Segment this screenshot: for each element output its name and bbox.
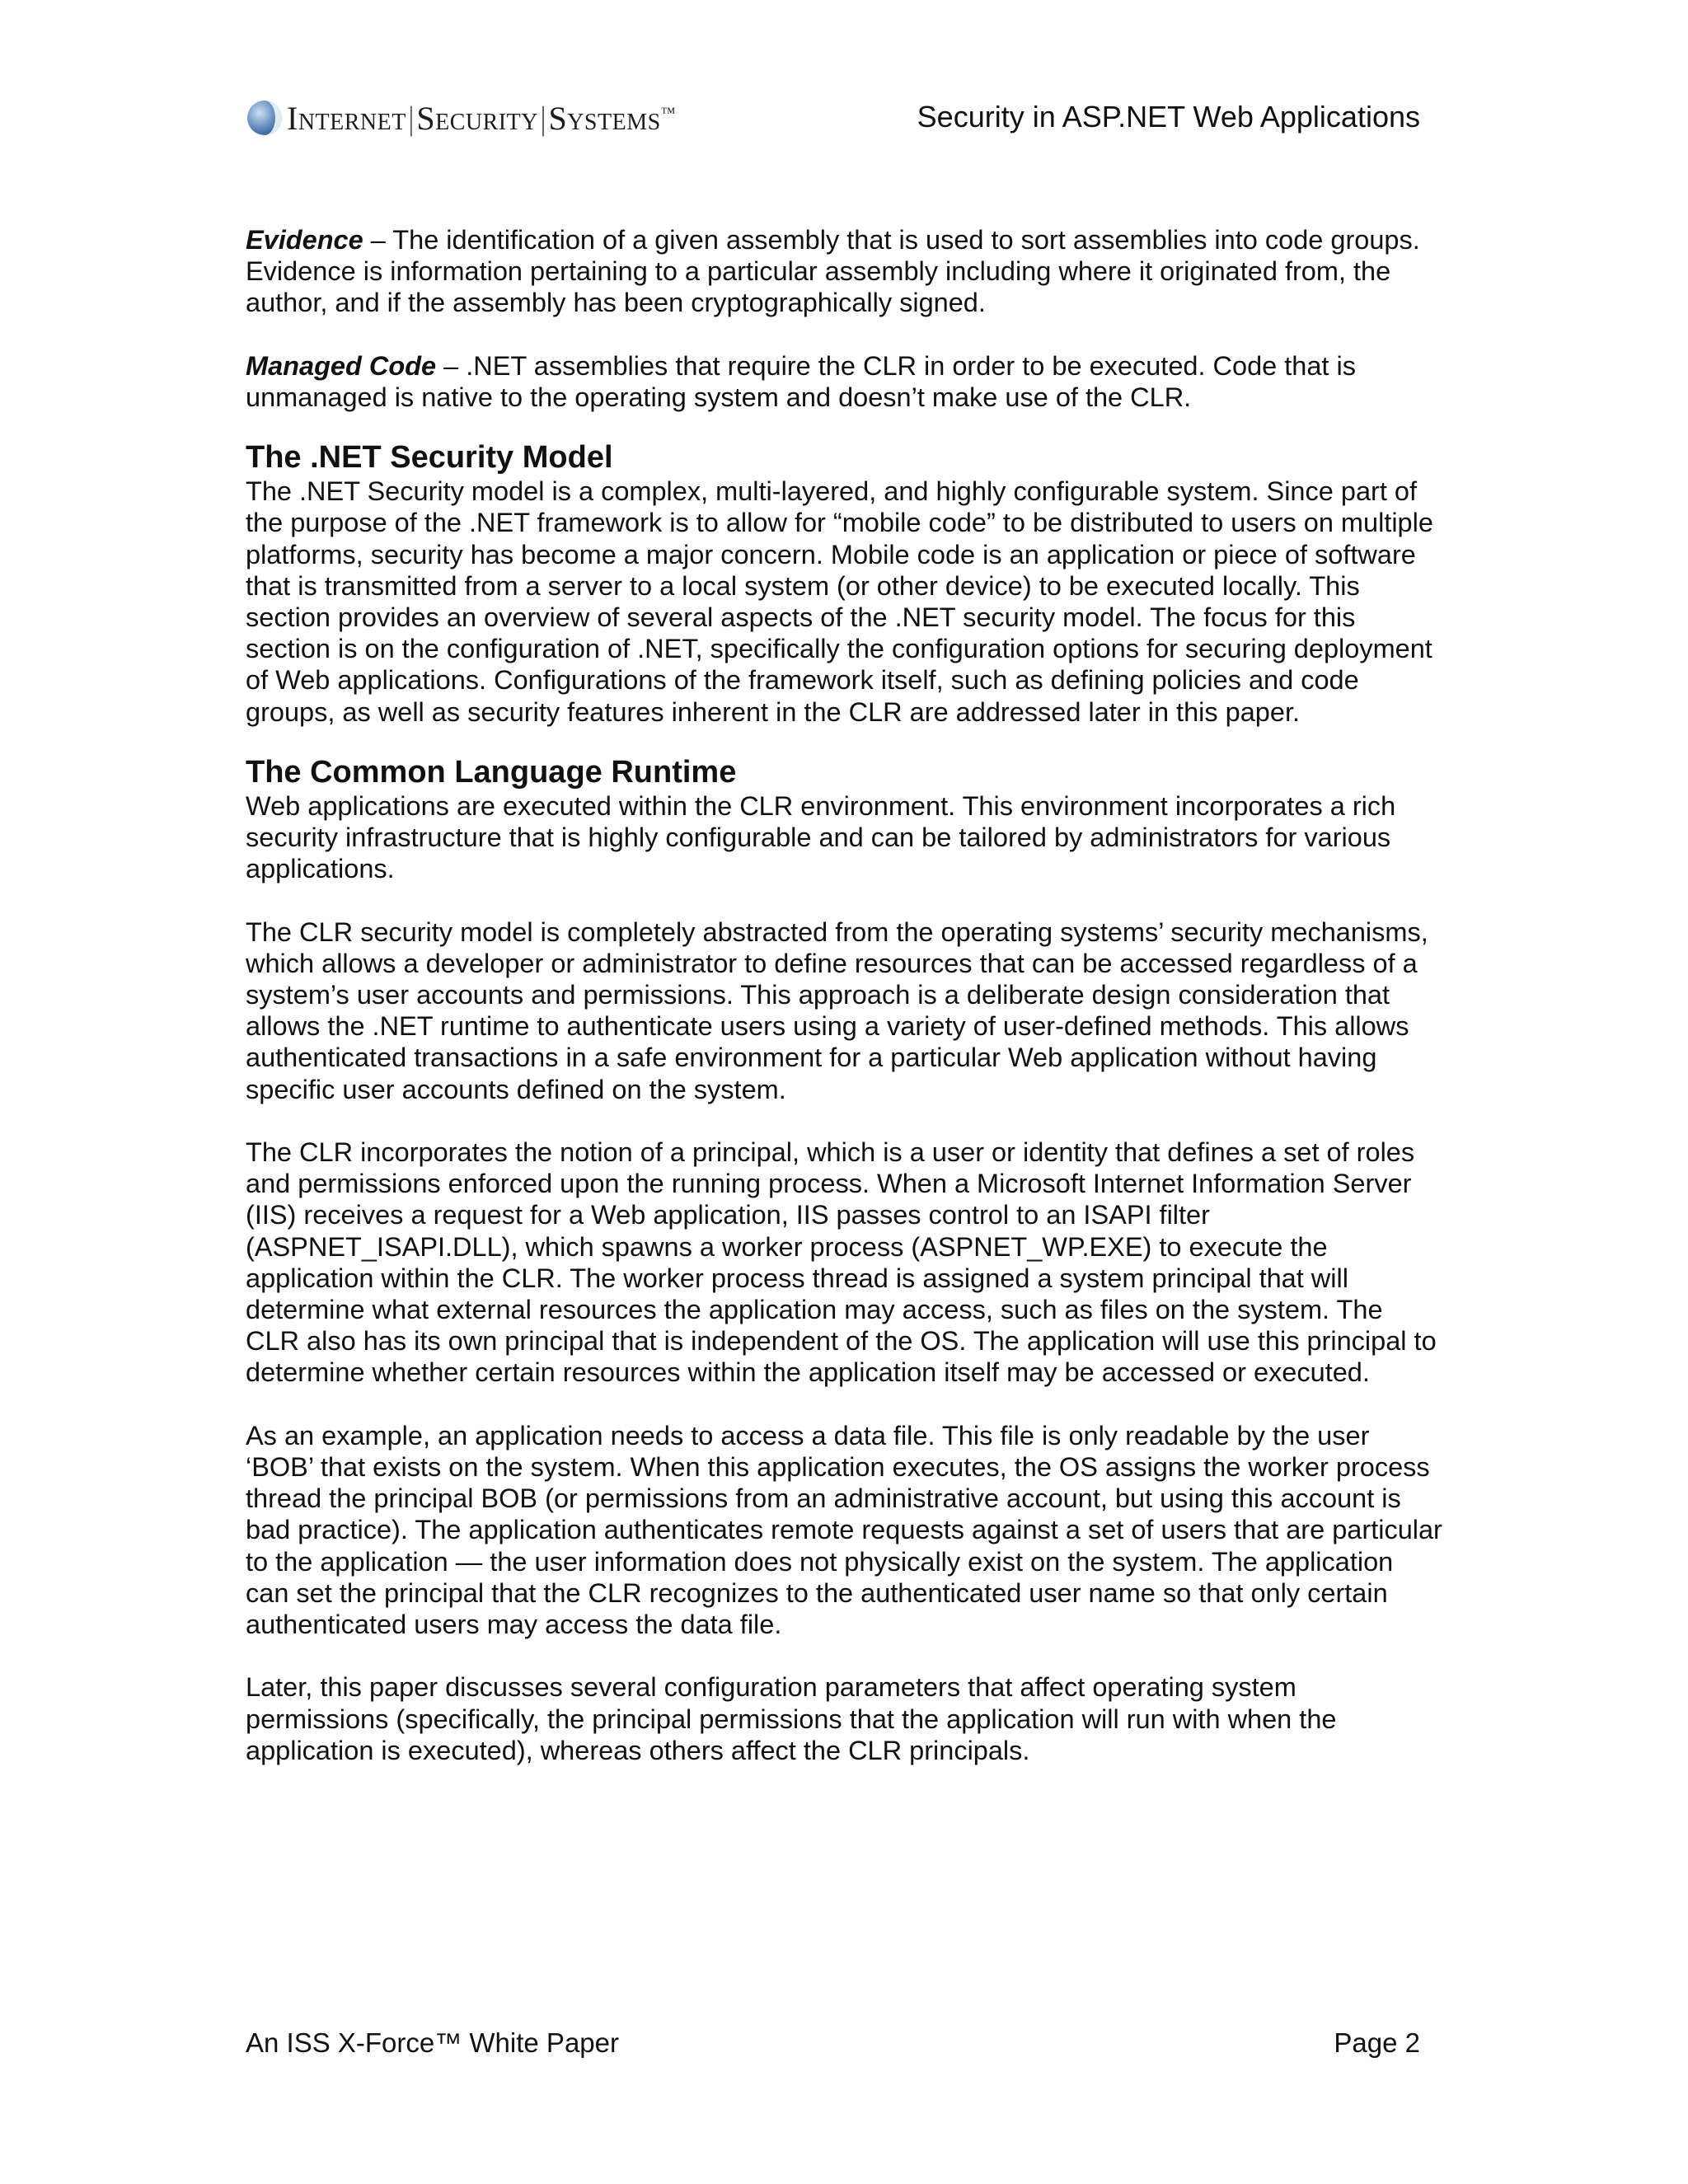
logo-trademark: ™ xyxy=(660,104,676,121)
definition-managed-code xyxy=(246,350,1442,413)
page-footer xyxy=(246,2027,1420,2064)
section-paragraph: Web applications are executed within the CLR environment. This environment incorporates a rich security infrastructure that is highly configurable and can be tailored by administrators for various applications. xyxy=(246,790,1396,884)
section-paragraph: The CLR incorporates the notion of a principal, which is a user or identity that defines a set of roles and permissions enforced upon the running process. When a Microsoft Internet Information Server (IIS) receives a request for a Web application, IIS passes control to an ISAPI filter (ASPNET_ISAPI.DLL), which spawns a worker process (ASPNET_WP.EXE) to execute the application within the CLR. The worker process thread is assigned a system principal that will determine what external resources the application may access, such as files on the system. The CLR also has its own principal that is independent of the OS. The application will use this principal to determine whether certain resources within the application itself may be accessed or executed. xyxy=(246,1137,1437,1388)
page-number: Page 2 xyxy=(1334,2027,1420,2058)
definition-term: Evidence xyxy=(246,225,363,255)
logo-word-systems: Systems xyxy=(548,99,661,137)
section-net-security-model xyxy=(246,439,1442,728)
definition-term: Managed Code xyxy=(246,350,437,381)
iss-globe-logo-icon xyxy=(246,99,284,137)
section-paragraph: As an example, an application needs to access a data file. This file is only readable by the user ‘BOB’ that exists on the system. When this application executes, the OS assigns the worker process thread the principal BOB (or permissions from an administrative account, but using this account is bad practice). The application authenticates remote requests against a set of users that are particular to the application — the user information does not physically exist on the system. The application can set the principal that the CLR recognizes to the authenticated user name so that only certain authenticated users may access the data file. xyxy=(246,1420,1442,1640)
footer-publication: An ISS X-Force™ White Paper xyxy=(246,2027,619,2058)
section-paragraph: The .NET Security model is a complex, multi-layered, and highly configurable system. Since part of the purpose of the .NET framework is to allow for “mobile code” to be distributed to users on multiple platforms, security has become a major concern. Mobile code is an application or piece of software that is transmitted from a server to a local system (or other device) to be executed locally. This section provides an overview of several aspects of the .NET security model. The focus for this section is on the configuration of .NET, specifically the configuration options for securing deployment of Web applications. Configurations of the framework itself, such as defining policies and code groups, as well as security features inherent in the CLR are addressed later in this paper. xyxy=(246,476,1433,727)
company-logo xyxy=(246,96,676,139)
page-content xyxy=(246,224,1442,1766)
logo-word-security: Security xyxy=(416,99,538,137)
section-paragraph: Later, this paper discusses several configuration parameters that affect operating system permissions (specifically, the principal permissions that the application will run with when the application is executed), whereas others affect the CLR principals. xyxy=(246,1672,1337,1765)
definition-text: – .NET assemblies that require the CLR in order to be executed. Code that is unmanaged is native to the operating system and doesn’t make use of the CLR. xyxy=(246,350,1356,412)
section-heading: The .NET Security Model xyxy=(246,440,613,476)
definition-evidence xyxy=(246,224,1442,319)
logo-wordmark: Internet|Security|Systems™ xyxy=(287,99,676,137)
section-heading: The Common Language Runtime xyxy=(246,754,737,790)
logo-word-internet: Internet xyxy=(287,99,406,137)
section-paragraph: The CLR security model is completely abstracted from the operating systems’ security mechanisms, which allows a developer or administrator to define resources that can be accessed regardless of a system’s user accounts and permissions. This approach is a deliberate design consideration that allows the .NET runtime to authenticate users using a variety of user-defined methods. This allows authenticated transactions in a safe environment for a particular Web application without having specific user accounts defined on the system. xyxy=(246,916,1428,1104)
section-common-language-runtime xyxy=(246,754,1442,1766)
page-header xyxy=(246,93,1420,143)
document-title: Security in ASP.NET Web Applications xyxy=(917,100,1420,134)
definition-text: – The identification of a given assembly that is used to sort assemblies into code groups. Evidence is information pertaining to a particular assembly including where it originated from, the author, and if the assembly has been cryptographically signed. xyxy=(246,225,1420,318)
